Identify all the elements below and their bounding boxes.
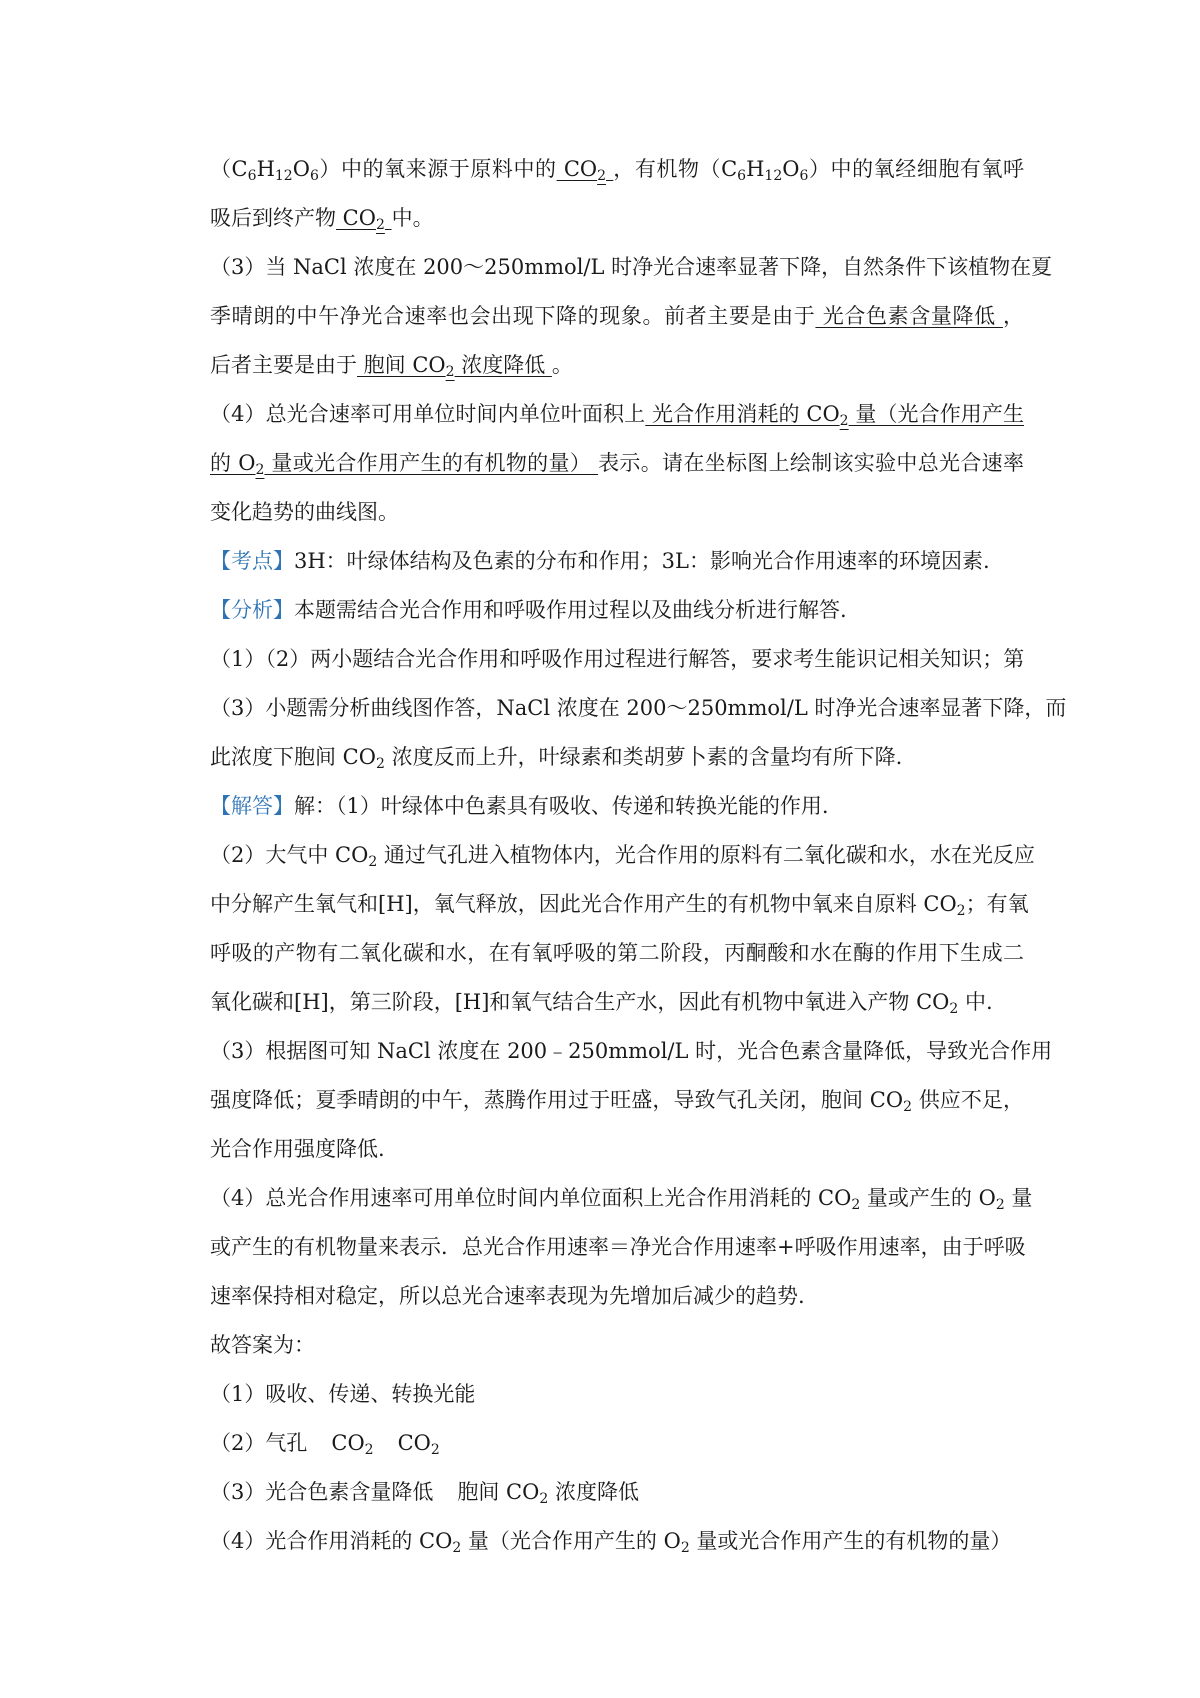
text-run: 或产生的有机物量来表示．总光合作用速率＝净光合作用速率+呼吸作用速率，由于呼吸 bbox=[210, 1235, 1026, 1259]
text-run: 通过气孔进入植物体内，光合作用的原料有二氧化碳和水，水在光反应 bbox=[377, 843, 1035, 867]
text-line bbox=[210, 733, 1024, 782]
text-line bbox=[210, 537, 1024, 586]
text-run: （3）小题需分析曲线图作答，NaCl 浓度在 200～250mmol/L 时净光合速率显著下降，而 bbox=[210, 696, 1067, 720]
text-line bbox=[210, 488, 1024, 537]
subscript: 2 bbox=[430, 1442, 440, 1458]
subscript: 2 bbox=[255, 462, 265, 478]
text-line bbox=[210, 1517, 1024, 1566]
answer-blank: 量（光合作用产生 bbox=[848, 402, 1024, 426]
text-run: 中分解产生氧气和[H]，氧气释放，因此光合作用产生的有机物中氧来自原料 CO bbox=[210, 892, 957, 916]
text-line bbox=[210, 1272, 1024, 1321]
text-line bbox=[210, 782, 1024, 831]
text-run: 浓度反而上升，叶绿素和类胡萝卜素的含量均有所下降. bbox=[384, 745, 903, 769]
text-run: 此浓度下胞间 CO bbox=[210, 745, 376, 769]
text-line bbox=[210, 1370, 1024, 1419]
answer-blank: CO bbox=[336, 206, 376, 230]
text-run: （3）当 NaCl 浓度在 200～250mmol/L 时净光合速率显著下降，自然条件下该植物在夏 bbox=[210, 255, 1053, 279]
answer-blank: 浓度降低 bbox=[454, 353, 552, 377]
text-run: （2）大气中 CO bbox=[210, 843, 369, 867]
subscript: 2 bbox=[949, 1001, 959, 1017]
text-run: 中。 bbox=[391, 206, 434, 230]
text-line bbox=[210, 831, 1035, 880]
answer-blank: CO bbox=[556, 157, 598, 181]
answer-blank: 光合作用消耗的 CO bbox=[645, 402, 840, 426]
text-run: （4）总光合作用速率可用单位时间内单位面积上光合作用消耗的 CO bbox=[210, 1186, 852, 1210]
text-run: 本题需结合光合作用和呼吸作用过程以及曲线分析进行解答. bbox=[294, 598, 847, 622]
text-line bbox=[210, 1419, 1024, 1468]
text-run: （4）光合作用消耗的 CO bbox=[210, 1529, 453, 1553]
text-run: 。 bbox=[551, 353, 573, 377]
text-run: 量 bbox=[1004, 1186, 1033, 1210]
subscript: 6 bbox=[799, 168, 809, 184]
text-run: H bbox=[256, 157, 275, 181]
text-run: 解：（1）叶绿体中色素具有吸收、传递和转换光能的作用. bbox=[294, 794, 829, 818]
text-run: 供应不足， bbox=[911, 1088, 1024, 1112]
subscript: 2 bbox=[839, 413, 849, 429]
text-run: 胞间 CO bbox=[457, 1480, 540, 1504]
subscript: 2 bbox=[539, 1491, 549, 1507]
text-run: 后者主要是由于 bbox=[210, 353, 357, 377]
text-line bbox=[210, 1076, 1024, 1125]
text-run: 量或产生的 O bbox=[860, 1186, 996, 1210]
text-line bbox=[210, 243, 1053, 292]
answer-blank: 的 O bbox=[210, 451, 256, 475]
text-run: ）中的氧来源于原料中的 bbox=[318, 157, 557, 181]
text-run: 变化趋势的曲线图。 bbox=[210, 500, 399, 524]
text-run: （4）总光合速率可用单位时间内单位叶面积上 bbox=[210, 402, 646, 426]
subscript: 2 bbox=[375, 756, 385, 772]
text-run: （1）（2）两小题结合光合作用和呼吸作用过程进行解答，要求考生能识记相关知识；第 bbox=[210, 647, 1025, 671]
subscript: 2 bbox=[375, 217, 385, 233]
text-line bbox=[210, 292, 1024, 341]
text-run: 浓度降低 bbox=[548, 1480, 639, 1504]
subscript: 2 bbox=[364, 1442, 374, 1458]
text-run: 量（光合作用产生的 O bbox=[461, 1529, 681, 1553]
text-line bbox=[210, 1027, 1053, 1076]
text-run: （2）气孔 bbox=[210, 1431, 308, 1455]
text-run: 3H：叶绿体结构及色素的分布和作用；3L：影响光合作用速率的环境因素. bbox=[294, 549, 990, 573]
text-run: 吸后到终产物 bbox=[210, 206, 336, 230]
answer-blank: 光合色素含量降低 bbox=[815, 304, 1003, 328]
subscript: 2 bbox=[680, 1540, 690, 1556]
text-line bbox=[210, 341, 1024, 390]
text-run: 表示。请在坐标图上绘制该实验中总光合速率 bbox=[598, 451, 1024, 475]
text-line bbox=[210, 880, 1029, 929]
text-line bbox=[210, 929, 1024, 978]
text-line bbox=[210, 390, 1024, 439]
text-run: 光合作用强度降低. bbox=[210, 1137, 385, 1161]
text-run: （C bbox=[210, 157, 248, 181]
text-run: 故答案为： bbox=[210, 1333, 315, 1357]
subscript: 6 bbox=[247, 168, 257, 184]
text-run: 季晴朗的中午净光合速率也会出现下降的现象。前者主要是由于 bbox=[210, 304, 816, 328]
text-run: （1）吸收、传递、转换光能 bbox=[210, 1382, 476, 1406]
text-run: （3）根据图可知 NaCl 浓度在 200﹣250mmol/L 时，光合色素含量降低，导致光合作用 bbox=[210, 1039, 1053, 1063]
text-run: ）中的氧经细胞有氧呼 bbox=[808, 157, 1024, 181]
text-run: 量或光合作用产生的有机物的量） bbox=[689, 1529, 1012, 1553]
text-line bbox=[210, 1223, 1024, 1272]
text-run: ；有氧 bbox=[965, 892, 1029, 916]
text-run: ， bbox=[1003, 304, 1024, 328]
section-tag: 【分析】 bbox=[210, 598, 294, 622]
text-line bbox=[210, 1468, 1024, 1517]
section-tag: 【解答】 bbox=[210, 794, 294, 818]
text-line bbox=[210, 1174, 1033, 1223]
text-line bbox=[210, 586, 1024, 635]
subscript: 6 bbox=[737, 168, 747, 184]
subscript: 12 bbox=[764, 168, 783, 184]
subscript: 2 bbox=[903, 1099, 912, 1115]
text-run: 速率保持相对稳定，所以总光合速率表现为先增加后减少的趋势. bbox=[210, 1284, 805, 1308]
text-line bbox=[210, 978, 1024, 1027]
text-run: O bbox=[782, 157, 800, 181]
text-line bbox=[210, 1125, 1024, 1174]
text-line bbox=[210, 684, 1067, 733]
text-run: （3）光合色素含量降低 bbox=[210, 1480, 434, 1504]
section-tag: 【考点】 bbox=[210, 549, 294, 573]
text-run: 中. bbox=[958, 990, 993, 1014]
text-line bbox=[210, 635, 1024, 684]
text-line bbox=[210, 194, 1024, 243]
subscript: 2 bbox=[956, 903, 966, 919]
text-line bbox=[210, 439, 1024, 488]
text-run: 强度降低；夏季晴朗的中午，蒸腾作用过于旺盛，导致气孔关闭，胞间 CO bbox=[210, 1088, 904, 1112]
text-run: 呼吸的产物有二氧化碳和水，在有氧呼吸的第二阶段，丙酮酸和水在酶的作用下生成二 bbox=[210, 941, 1024, 965]
subscript: 6 bbox=[309, 168, 319, 184]
subscript: 12 bbox=[274, 168, 293, 184]
text-run: CO bbox=[397, 1431, 431, 1455]
text-run: CO bbox=[331, 1431, 365, 1455]
subscript: 2 bbox=[452, 1540, 462, 1556]
answer-blank: 胞间 CO bbox=[357, 353, 446, 377]
text-run: ，有机物（C bbox=[613, 157, 738, 181]
answer-blank bbox=[385, 206, 392, 230]
text-run: H bbox=[746, 157, 765, 181]
subscript: 2 bbox=[851, 1197, 861, 1213]
text-line bbox=[210, 1321, 1024, 1370]
subscript: 2 bbox=[995, 1197, 1005, 1213]
text-run: O bbox=[292, 157, 310, 181]
answer-blank: 量或光合作用产生的有机物的量） bbox=[264, 451, 599, 475]
text-line bbox=[210, 145, 1024, 194]
subscript: 2 bbox=[368, 854, 378, 870]
subscript: 2 bbox=[597, 168, 607, 184]
subscript: 2 bbox=[445, 364, 455, 380]
document-body bbox=[210, 145, 1067, 1566]
text-run: 氧化碳和[H]，第三阶段，[H]和氧气结合生产水，因此有机物中氧进入产物 CO bbox=[210, 990, 950, 1014]
